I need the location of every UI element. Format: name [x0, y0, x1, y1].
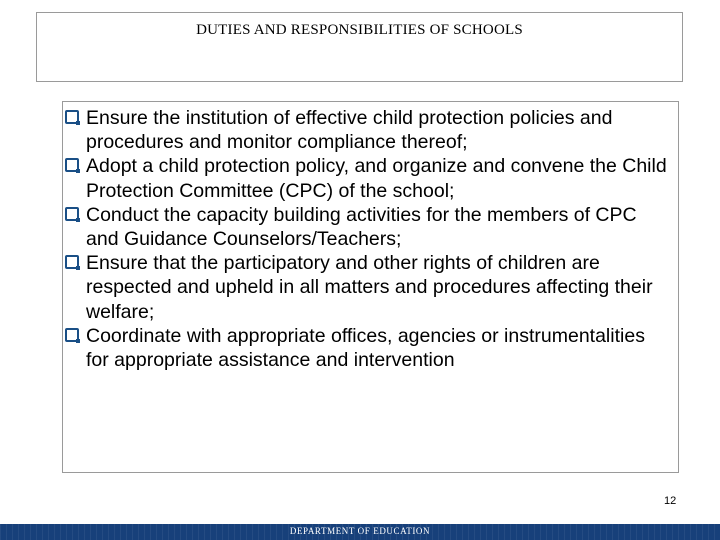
bullet-text: Adopt a child protection policy, and organize and convene the Child Protection Committee (CPC) of the school;: [86, 155, 667, 202]
content-box: [62, 101, 679, 473]
bullet-text: Ensure that the participatory and other rights of children are respected and upheld in all matters and procedures affecting their welfare;: [86, 252, 653, 323]
checkbox-icon: [65, 255, 79, 269]
bullet-text: Conduct the capacity building activities for the members of CPC and Guidance Counselors/Teachers;: [86, 203, 637, 251]
bullet-item: [64, 154, 672, 202]
checkbox-icon: [65, 110, 79, 124]
checkbox-icon: [65, 158, 79, 172]
bullet-text: Coordinate with appropriate offices, agencies or instrumentalities for appropriate assistance and intervention: [86, 324, 645, 372]
title-box: [36, 12, 683, 82]
bullet-text: Ensure the institution of effective child protection policies and procedures and monitor compliance thereof;: [86, 107, 613, 154]
page-number: 12: [664, 495, 677, 507]
footer-bar: [0, 524, 720, 540]
bullet-list: [64, 106, 672, 372]
bullet-item: [64, 324, 672, 372]
checkbox-icon: [65, 328, 79, 342]
bullet-item: [64, 203, 672, 251]
bullet-item: [64, 251, 672, 324]
footer-label: DEPARTMENT OF EDUCATION: [289, 526, 431, 536]
checkbox-icon: [65, 207, 79, 221]
bullet-item: [64, 106, 672, 154]
slide-title: DUTIES AND RESPONSIBILITIES OF SCHOOLS: [196, 22, 523, 38]
